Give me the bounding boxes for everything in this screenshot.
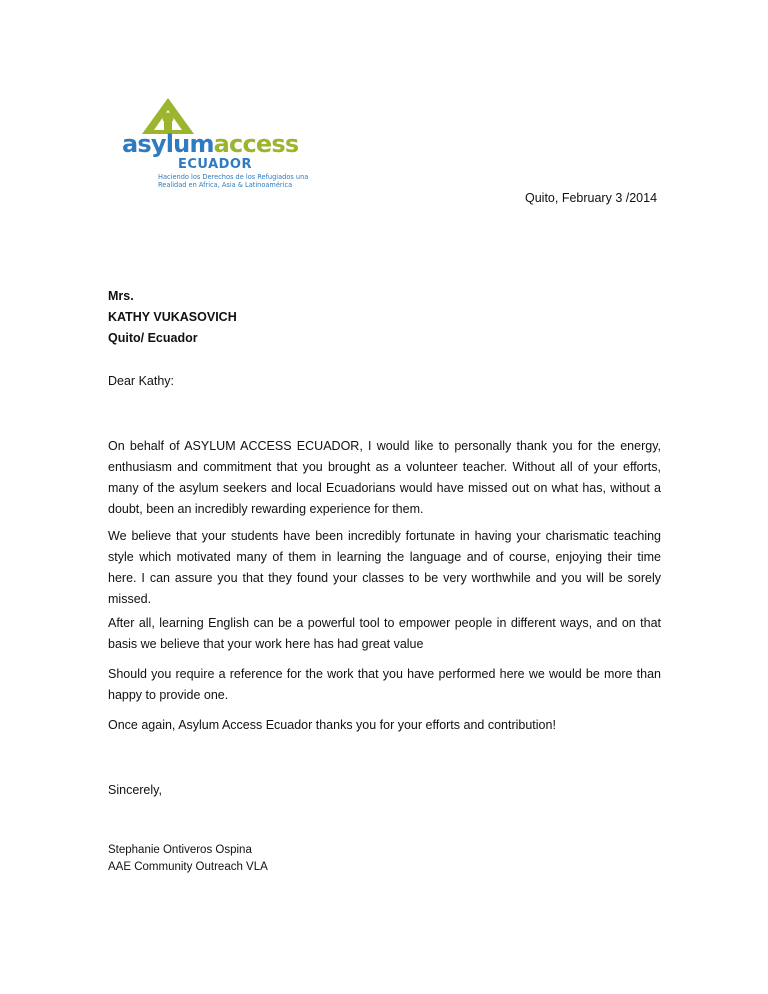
letter-date: Quito, February 3 /2014 xyxy=(525,191,658,205)
signer-name: Stephanie Ontiveros Ospina xyxy=(108,844,252,856)
recipient-title: Mrs. xyxy=(108,289,134,303)
recipient-name: KATHY VUKASOVICH xyxy=(108,310,237,324)
body-paragraph-4: Should you require a reference for the work that you have performed here we would be more than happy to provide one. xyxy=(108,667,661,702)
logo-country: ECUADOR xyxy=(178,157,252,172)
closing: Sincerely, xyxy=(108,783,162,797)
salutation: Dear Kathy: xyxy=(108,374,175,388)
body-paragraph-5: Once again, Asylum Access Ecuador thanks you for your efforts and contribution! xyxy=(108,718,556,732)
recipient-location: Quito/ Ecuador xyxy=(108,331,198,345)
signer-role: AAE Community Outreach VLA xyxy=(108,861,268,873)
body-paragraph-2: We believe that your students have been incredibly fortunate in having your charismatic teaching style which motivated many of them in learning the language and of course, enjoying their time here. I can assure you that they found your classes to be very worthwhile and you will be sorely missed. xyxy=(108,529,661,606)
body-paragraph-1: On behalf of ASYLUM ACCESS ECUADOR, I would like to personally thank you for the energy, enthusiasm and commitment that you brought as a volunteer teacher. Without all of your efforts, many of the asylum seekers and local Ecuadorians would have missed out on what has, without a doubt, been an incredibly rewarding experience for them. xyxy=(108,439,661,516)
asylum-access-logo xyxy=(118,96,310,206)
logo-tagline: Haciendo los Derechos de los Refugiados una Realidad en Africa, Asia & Latinoamérica xyxy=(158,173,309,189)
logo-wordmark: asylumaccess xyxy=(122,130,299,158)
body-paragraph-3: After all, learning English can be a powerful tool to empower people in different ways, and on that basis we believe that your work here has had great value xyxy=(108,616,661,651)
